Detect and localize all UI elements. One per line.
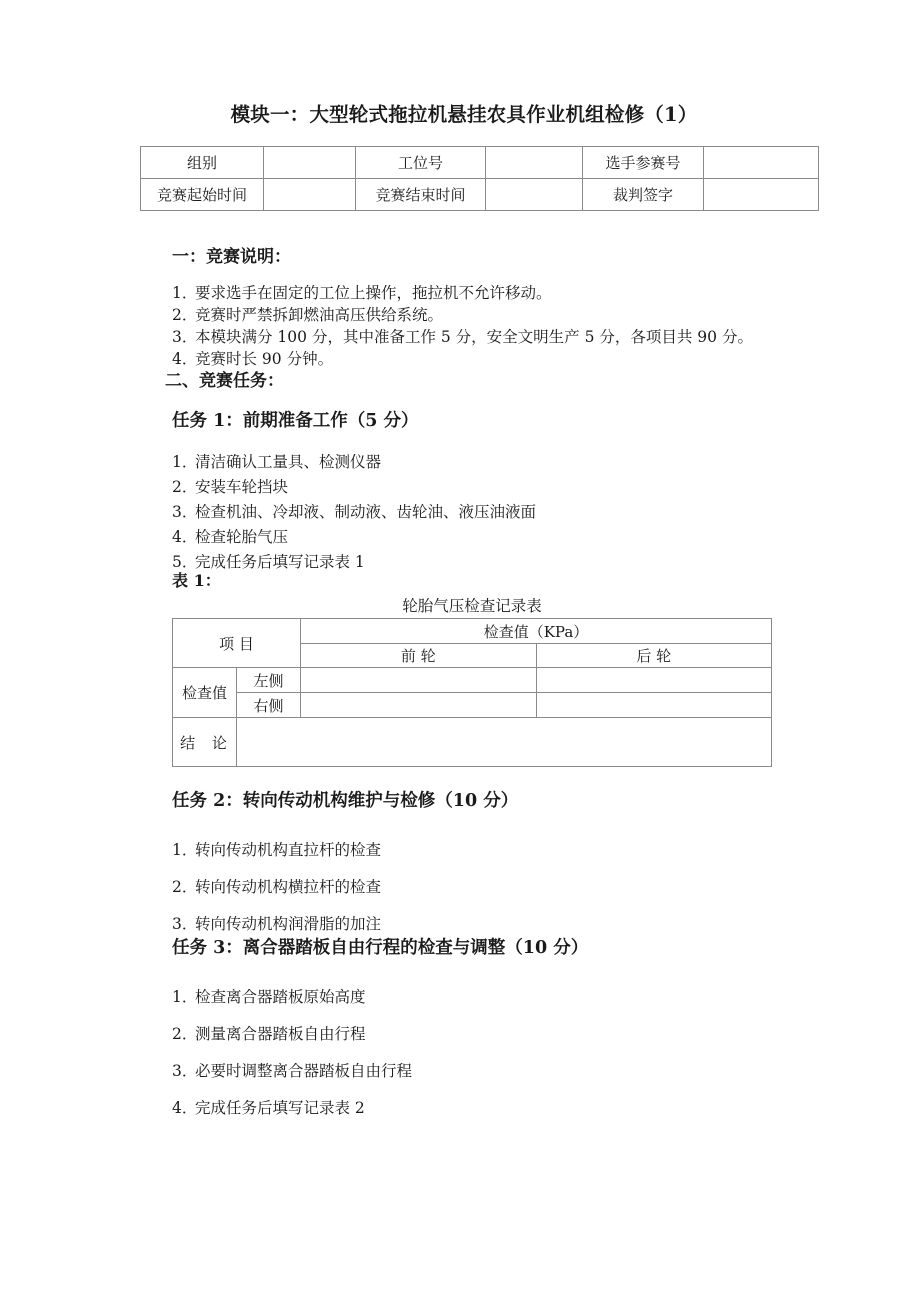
list-item-text: 测量离合器踏板自由行程 <box>195 1025 366 1043</box>
record-header-item: 项 目 <box>173 619 301 668</box>
record-header-value-group: 检查值（KPa） <box>301 619 772 644</box>
list-item <box>0 832 920 869</box>
list-item-number: 2． <box>172 1025 198 1043</box>
header-cell-contestant-value[interactable] <box>704 147 819 179</box>
header-cell-end-time-label: 竞赛结束时间 <box>356 179 486 211</box>
table-row <box>173 668 772 693</box>
record-row-conclusion-label: 结 论 <box>173 718 237 767</box>
list-item-number: 4． <box>172 350 198 368</box>
list-item-text: 安装车轮挡块 <box>195 478 289 496</box>
section-heading-tasks: 二、竞赛任务： <box>165 371 284 391</box>
page-title: 模块一：大型轮式拖拉机悬挂农具作业机组检修（1） <box>230 103 698 126</box>
list-item-number: 2． <box>172 478 198 496</box>
header-cell-judge-signature-label: 裁判签字 <box>583 179 704 211</box>
header-cell-group-label: 组别 <box>141 147 264 179</box>
task-1-list <box>0 450 920 575</box>
task-2-list <box>0 832 920 943</box>
table-row <box>173 718 772 767</box>
list-item-text: 检查离合器踏板原始高度 <box>195 988 366 1006</box>
section-heading-instructions: 一：竞赛说明： <box>172 247 291 267</box>
record-row-right-label: 右侧 <box>237 693 301 718</box>
list-item-text: 要求选手在固定的工位上操作，拖拉机不允许移动。 <box>195 284 552 302</box>
list-item-number: 1． <box>172 284 198 302</box>
list-item-text: 本模块满分 100 分，其中准备工作 5 分，安全文明生产 5 分，各项目共 90 分。 <box>195 328 753 346</box>
list-item <box>0 450 920 475</box>
table-row <box>141 147 819 179</box>
list-item <box>0 1090 920 1127</box>
header-cell-contestant-label: 选手参赛号 <box>583 147 704 179</box>
list-item <box>0 282 920 304</box>
record-header-front-wheel: 前 轮 <box>301 644 537 668</box>
header-cell-judge-signature-value[interactable] <box>704 179 819 211</box>
list-item-text: 完成任务后填写记录表 2 <box>195 1099 365 1117</box>
task-1-heading: 任务 1：前期准备工作（5 分） <box>172 411 419 431</box>
tire-pressure-record-table <box>172 618 772 767</box>
header-cell-start-time-label: 竞赛起始时间 <box>141 179 264 211</box>
list-item <box>0 304 920 326</box>
list-item-number: 2． <box>172 306 198 324</box>
header-cell-station-label: 工位号 <box>356 147 486 179</box>
list-item-number: 3． <box>172 915 198 933</box>
list-item-text: 完成任务后填写记录表 1 <box>195 553 365 571</box>
list-item-number: 2． <box>172 878 198 896</box>
list-item-number: 4． <box>172 528 198 546</box>
list-item <box>0 475 920 500</box>
record-row-group-label: 检查值 <box>173 668 237 718</box>
task-2-heading: 任务 2：转向传动机构维护与检修（10 分） <box>172 791 519 811</box>
record-cell-right-rear[interactable] <box>536 693 772 718</box>
list-item <box>0 979 920 1016</box>
record-table-label: 表 1： <box>172 571 221 590</box>
list-item <box>0 1016 920 1053</box>
record-cell-left-front[interactable] <box>301 668 537 693</box>
list-item-text: 转向传动机构润滑脂的加注 <box>195 915 382 933</box>
list-item-text: 必要时调整离合器踏板自由行程 <box>195 1062 413 1080</box>
list-item-number: 3． <box>172 328 198 346</box>
table-row <box>173 619 772 644</box>
list-item-text: 竞赛时长 90 分钟。 <box>195 350 334 368</box>
list-item <box>0 550 920 575</box>
list-item-number: 1． <box>172 841 198 859</box>
record-header-rear-wheel: 后 轮 <box>536 644 772 668</box>
record-cell-conclusion[interactable] <box>237 718 772 767</box>
list-item-number: 3． <box>172 1062 198 1080</box>
list-item-number: 5． <box>172 553 198 571</box>
list-item-text: 转向传动机构横拉杆的检查 <box>195 878 382 896</box>
list-item-text: 清洁确认工量具、检测仪器 <box>195 453 382 471</box>
task-3-heading: 任务 3：离合器踏板自由行程的检查与调整（10 分） <box>172 938 589 958</box>
list-item <box>0 869 920 906</box>
list-item <box>0 326 920 348</box>
header-cell-station-value[interactable] <box>486 147 583 179</box>
list-item-number: 1． <box>172 988 198 1006</box>
list-item-text: 转向传动机构直拉杆的检查 <box>195 841 382 859</box>
header-cell-start-time-value[interactable] <box>264 179 356 211</box>
header-cell-end-time-value[interactable] <box>486 179 583 211</box>
record-row-left-label: 左侧 <box>237 668 301 693</box>
header-cell-group-value[interactable] <box>264 147 356 179</box>
header-info-table <box>140 146 819 211</box>
record-cell-right-front[interactable] <box>301 693 537 718</box>
task-3-list <box>0 979 920 1127</box>
table-row <box>141 179 819 211</box>
list-item <box>0 348 920 370</box>
list-item <box>0 525 920 550</box>
instructions-list <box>0 282 920 370</box>
record-cell-left-rear[interactable] <box>536 668 772 693</box>
table-row <box>173 693 772 718</box>
list-item-number: 4． <box>172 1099 198 1117</box>
list-item <box>0 1053 920 1090</box>
list-item-number: 1． <box>172 453 198 471</box>
record-table-caption: 轮胎气压检查记录表 <box>402 597 542 615</box>
list-item-number: 3． <box>172 503 198 521</box>
list-item-text: 竞赛时严禁拆卸燃油高压供给系统。 <box>195 306 444 324</box>
list-item-text: 检查机油、冷却液、制动液、齿轮油、液压油液面 <box>195 503 537 521</box>
list-item <box>0 500 920 525</box>
list-item-text: 检查轮胎气压 <box>195 528 289 546</box>
